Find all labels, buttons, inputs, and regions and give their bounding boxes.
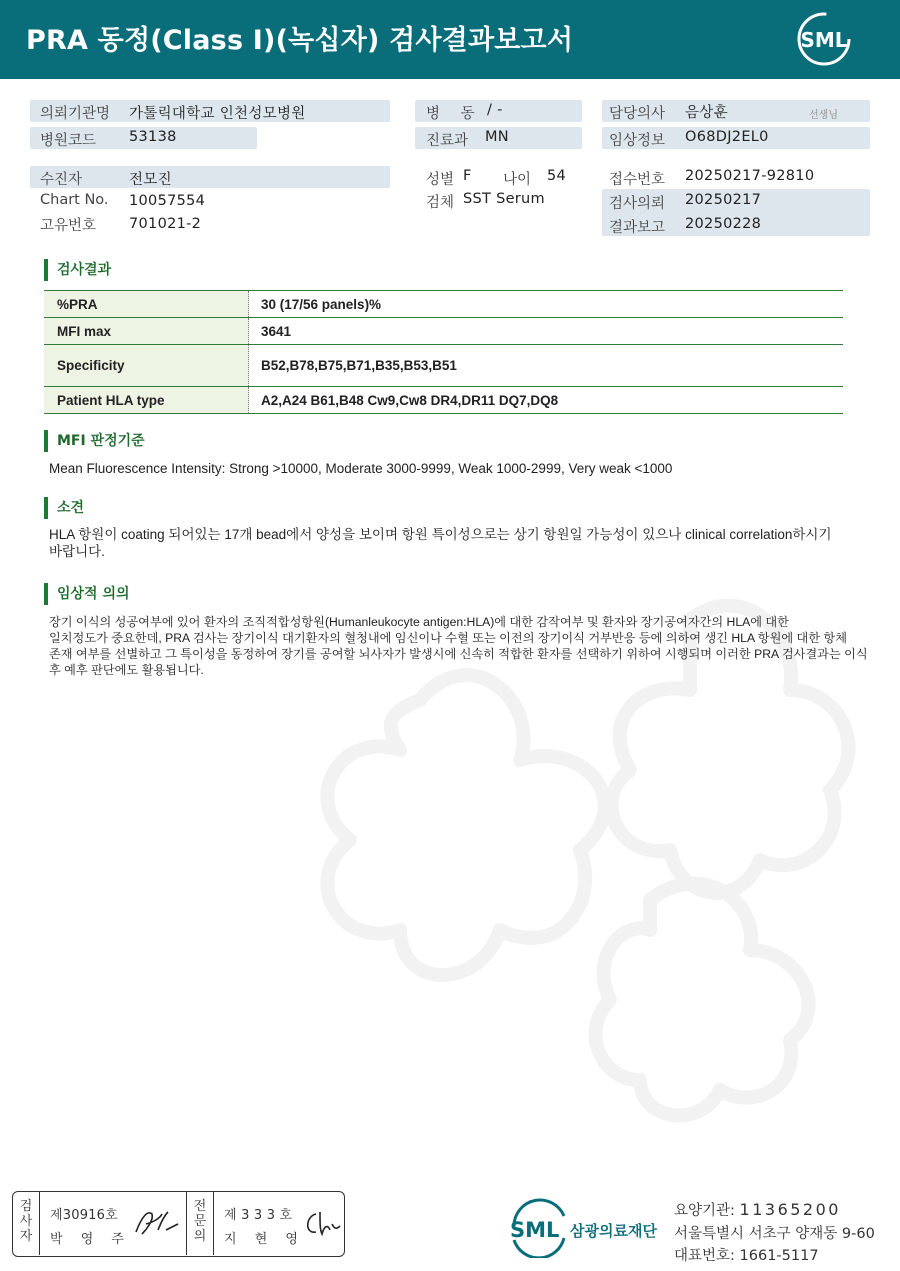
significance-line: 후 예후 판단에도 활용됩니다. [49,663,204,677]
mfi-heading: MFI 판정기준 [44,430,145,452]
result-key: %PRA [44,291,249,317]
care-code-value: 11365200 [739,1200,841,1219]
specimen-value: SST Serum [463,191,545,207]
report-date-label: 결과보고 [609,220,666,236]
opinion-heading: 소견 [44,497,84,519]
specialist-label-char: 문 [193,1214,207,1229]
significance-text [49,614,869,678]
care-code-label: 요양기관: [674,1203,735,1219]
dept-value: MN [485,129,509,145]
patient-row-bg [30,166,390,188]
unique-no-value: 701021-2 [129,216,202,232]
specialist-signature-icon [302,1206,342,1240]
doctor-label: 담당의사 [609,106,666,122]
request-label: 검사의뢰 [609,196,666,212]
sex-value: F [463,168,472,184]
ward-label: 병 동 [426,106,483,122]
institution-label: 의뢰기관명 [40,106,111,122]
examiner-label-char: 사 [19,1214,33,1229]
examiner-label-char: 자 [19,1229,33,1244]
results-table [44,290,843,414]
result-row-hla-type [44,387,843,414]
result-row-pra [44,291,843,318]
specialist-name: 지 현 영 [224,1232,305,1247]
result-key: Specificity [44,345,249,386]
examiner-label-char: 검 [19,1199,33,1214]
specialist-label-char: 전 [193,1199,207,1214]
result-key: Patient HLA type [44,387,249,413]
significance-heading: 임상적 의의 [44,583,130,605]
footer-address: 서울특별시 서초구 양재동 9-60 [674,1226,875,1242]
opinion-line: HLA 항원이 coating 되어있는 17개 bead에서 양성을 보이며 항원 특이성으로는 상기 항원일 가능성이 있으나 clinical correlation하시기 [49,527,832,542]
clinical-label: 임상정보 [609,133,666,149]
patient-value: 전모진 [129,172,172,188]
hospital-code-label: 병원코드 [40,133,97,149]
report-date-value: 20250228 [685,216,762,232]
significance-line: 장기 이식의 성공여부에 있어 환자의 조직적합성항원(Humanleukocyte antigen:HLA)에 대한 감작여부 및 환자와 장기공여자간의 HLA에 대한 [49,615,789,629]
examiner-cell [40,1192,187,1255]
result-row-specificity [44,345,843,387]
age-label: 나이 [503,172,532,188]
institution-value: 가톨릭대학교 인천성모병원 [129,106,306,122]
examiner-signature-icon [132,1206,180,1240]
sex-label: 성별 [426,172,455,188]
chart-no-label: Chart No. [40,192,109,208]
result-key: MFI max [44,318,249,344]
chart-no-value: 10057554 [129,193,206,209]
specialist-label-char: 의 [193,1229,207,1244]
examiner-label [14,1199,38,1244]
age-value: 54 [547,168,567,184]
report-header [0,0,900,79]
examiner-label-cell [13,1192,40,1255]
phone [674,1244,819,1265]
mfi-text: Mean Fluorescence Intensity: Strong >10000, Moderate 3000-9999, Weak 1000-2999, Very weak <1000 [49,461,673,476]
care-code [674,1199,841,1220]
signature-box [12,1191,345,1257]
request-value: 20250217 [685,192,762,208]
phone-label: 대표번호: [674,1248,735,1264]
dept-label: 진료과 [426,133,469,149]
phone-value: 1661-5117 [739,1248,819,1264]
result-value: A2,A24 B61,B48 Cw9,Cw8 DR4,DR11 DQ7,DQ8 [261,392,559,408]
specialist-license: 제 3 3 3 호 [224,1208,293,1223]
specialist-label [188,1199,212,1244]
receipt-value: 20250217-92810 [685,168,815,184]
report-title: PRA 동정(Class I)(녹십자) 검사결과보고서 [26,25,574,56]
footer-logo-text: SML [510,1218,560,1242]
footer-org-name: 삼광의료재단 [570,1222,657,1240]
specialist-label-cell [187,1192,214,1255]
result-value: B52,B78,B75,B71,B35,B53,B51 [261,358,457,373]
clinical-value: O68DJ2EL0 [685,129,769,145]
examiner-license: 제30916호 [50,1208,118,1223]
specimen-label: 검체 [426,195,455,211]
result-value: 3641 [261,323,292,339]
opinion-text [49,526,859,560]
doctor-suffix: 선생님 [809,110,838,121]
result-row-mfi-max [44,318,843,345]
sml-logo-icon [792,10,856,68]
doctor-value: 음상훈 [685,105,728,121]
hospital-code-value: 53138 [129,129,177,145]
significance-line: 존재 여부를 선별하고 그 특이성을 동정하여 장기를 공여할 뇌사자가 발생시에 신속히 적합한 환자를 선택하기 위하여 시행되며 이러한 PRA 검사결과는 이식 [49,647,868,661]
specialist-cell [214,1192,344,1255]
examiner-name: 박 영 주 [50,1232,131,1247]
significance-line: 일치정도가 중요한데, PRA 검사는 장기이식 대기환자의 혈청내에 임신이나 수혈 또는 이전의 장기이식 거부반응 등에 의하여 생긴 HLA 항원에 대한 항체 [49,631,847,645]
patient-label: 수진자 [40,172,83,188]
receipt-label: 접수번호 [609,172,666,188]
unique-no-label: 고유번호 [40,218,97,234]
result-value: 30 (17/56 panels)% [261,296,382,312]
ward-value: / - [487,102,503,118]
opinion-line: 바랍니다. [49,544,105,559]
header-logo-text: SML [800,28,848,52]
results-heading: 검사결과 [44,259,111,281]
